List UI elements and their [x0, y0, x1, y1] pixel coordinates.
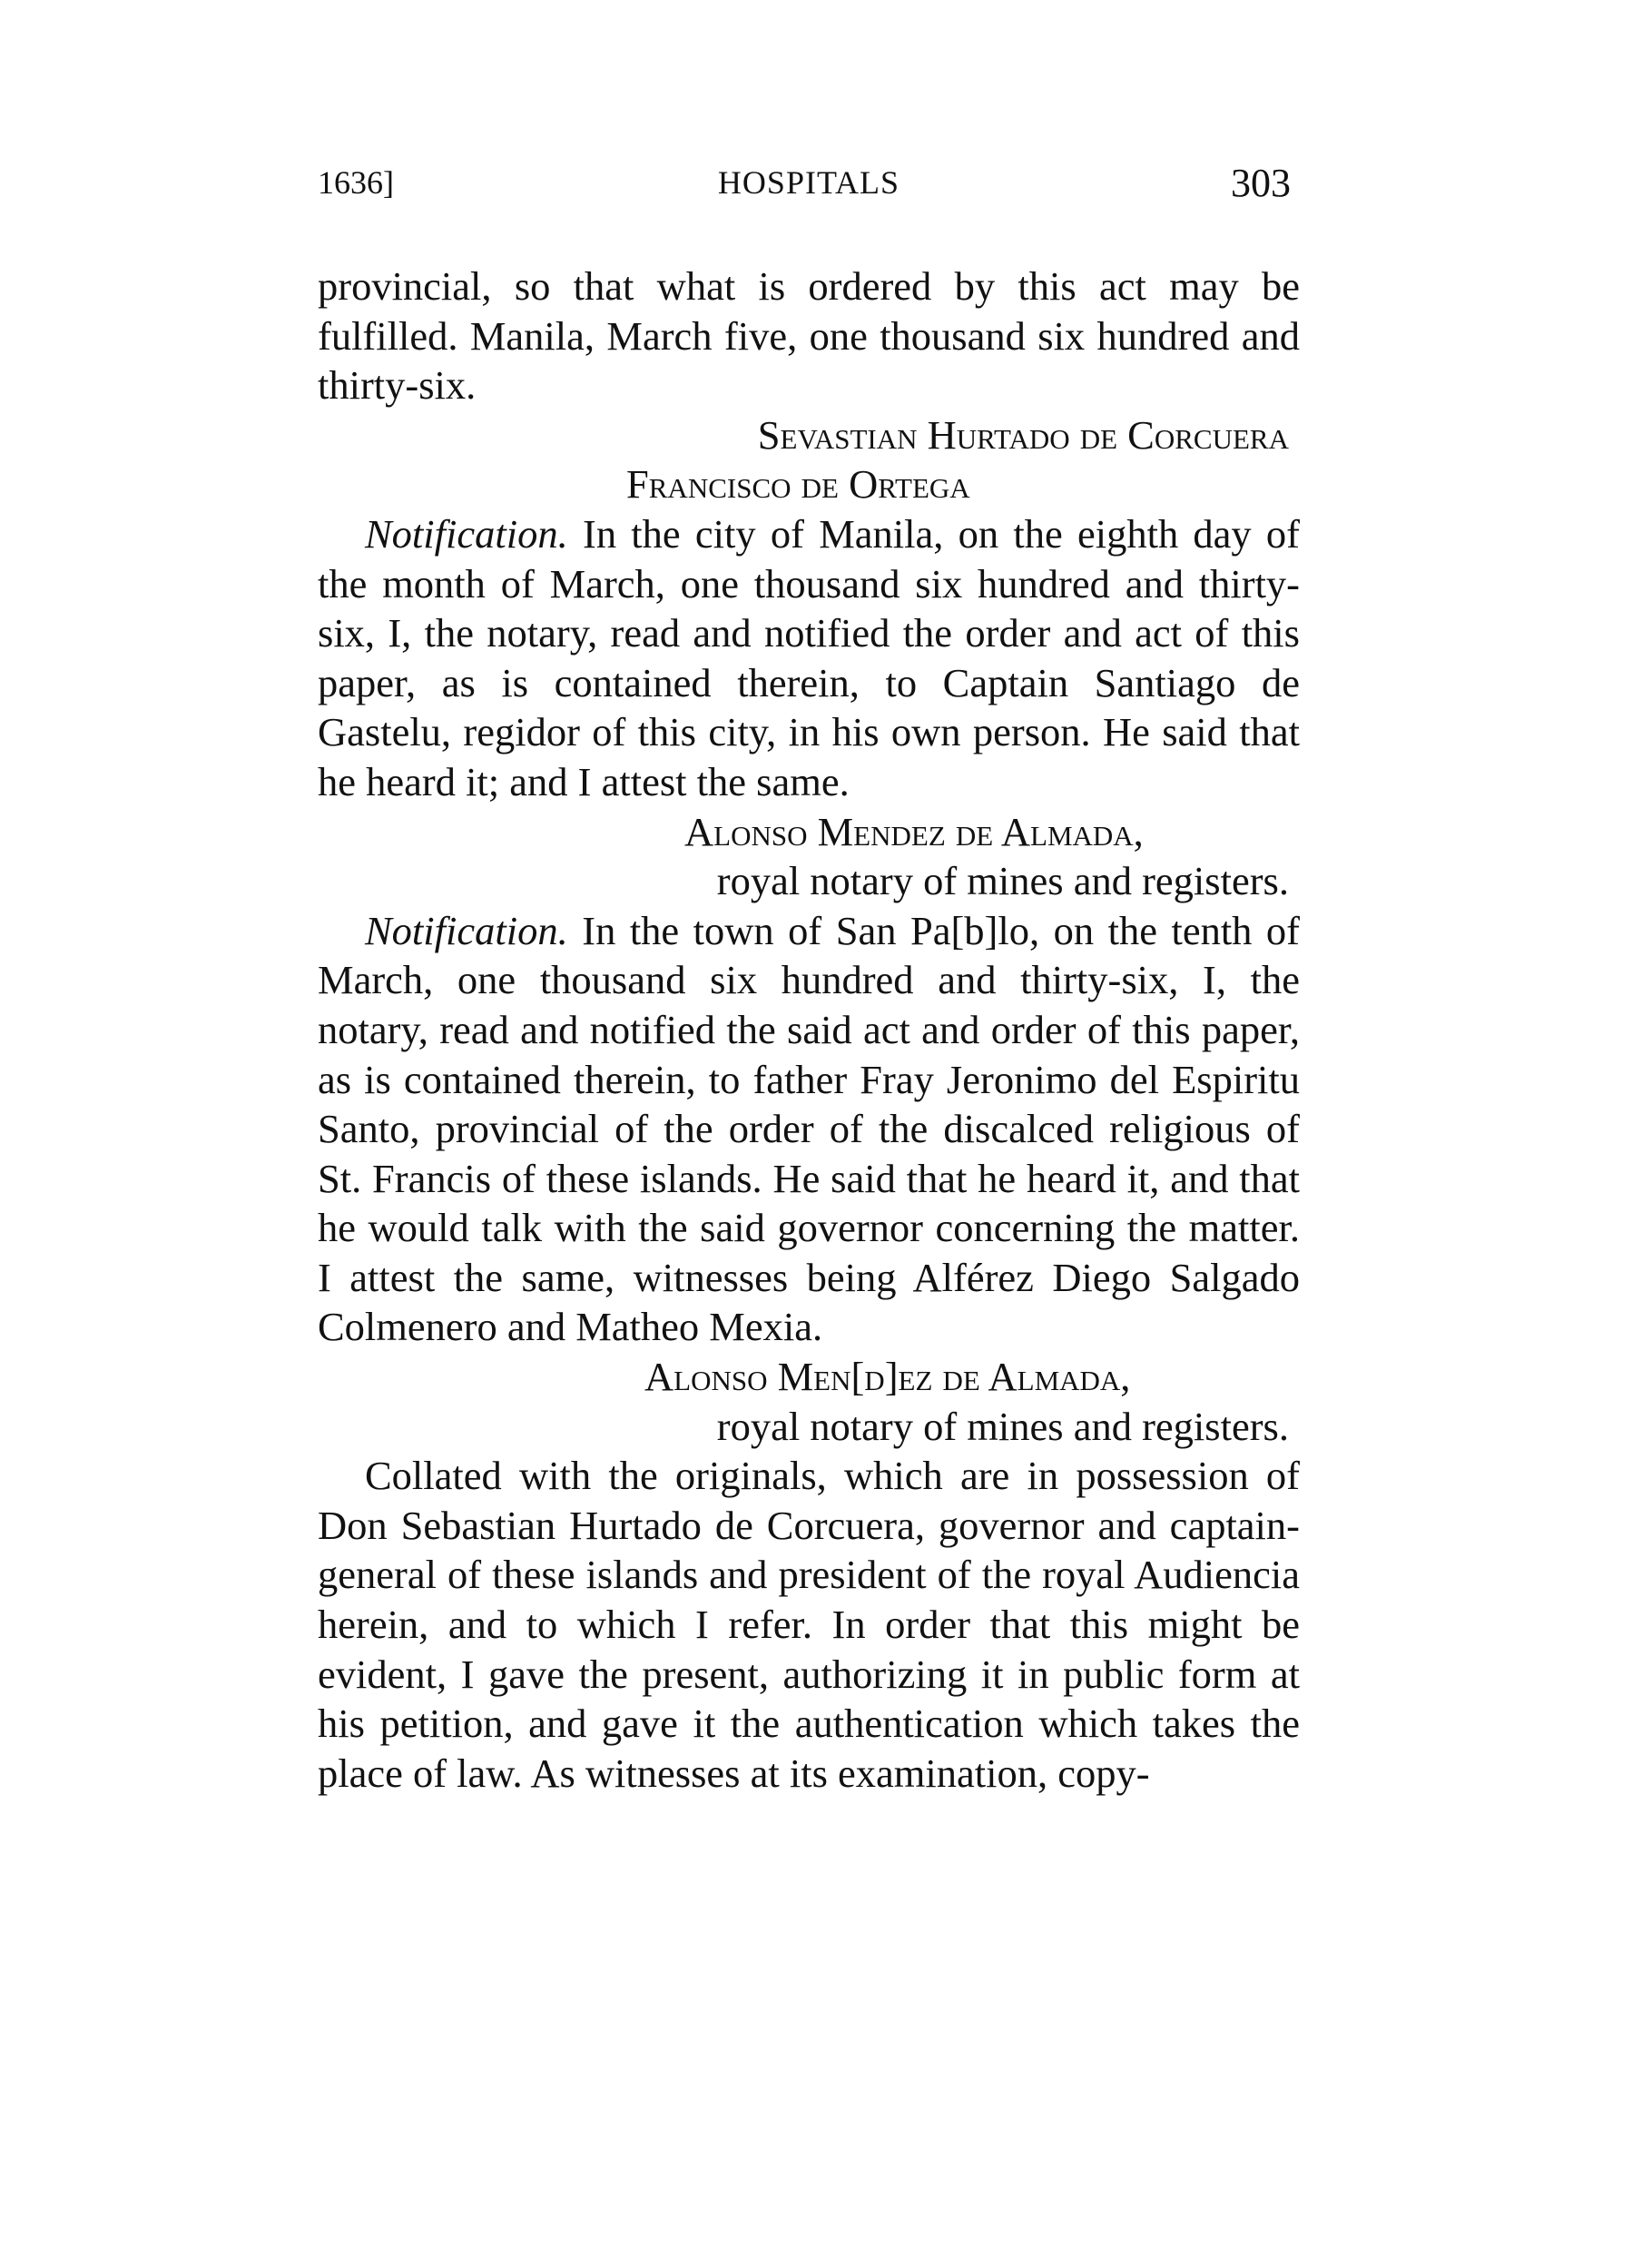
- opening-paragraph: provincial, so that what is ordered by this act may be fulfilled. Manila, March five, one thousand six hundred and thirty-six.: [318, 263, 1300, 409]
- running-head: [318, 163, 1300, 218]
- book-page: [318, 163, 1300, 1798]
- notification-paragraph-1: [318, 509, 1300, 807]
- body-text: [318, 261, 1300, 1798]
- signature-almada-name: Alonso Mendez de Almada,: [684, 808, 1144, 854]
- signature-almada-title: royal notary of mines and registers.: [716, 858, 1289, 904]
- notification-lead: Notification.: [365, 510, 568, 557]
- header-title: HOSPITALS: [717, 164, 900, 201]
- signature-almada-title: royal notary of mines and registers.: [716, 1403, 1289, 1449]
- signature-almada-name: Alonso Men[d]ez de Almada,: [644, 1354, 1131, 1400]
- closing-paragraph: Collated with the originals, which are in possession of Don Sebastian Hurtado de Corcuera, governor and captain-general of these islands and president of the royal Audiencia herein, and to which I refer. In order that this might be evident, I gave the present, authorizing it in public form at his petition, and gave it the authentication which takes the place of law. As witnesses at its examination, copy-: [318, 1453, 1300, 1796]
- notification-paragraph-2: [318, 906, 1300, 1352]
- notification-text: In the town of San Pa[b]lo, on the tenth of March, one thousand six hundred and thirty-six, I, the notary, read and notified the said act and order of this paper, as is contained therein, to father Fray Jeronimo del Espiritu Santo, provincial of the order of the discalced religious of St. Francis of these islands. He said that he heard it, and that he would talk with the said governor concerning the matter. I attest the same, witnesses being Alférez Diego Salgado Colmenero and Matheo Mexia.: [318, 907, 1300, 1350]
- signature-ortega: Francisco de Ortega: [626, 461, 970, 508]
- header-year: 1636]: [318, 164, 394, 201]
- signature-corcuera: Sevastian Hurtado de Corcuera: [757, 411, 1289, 458]
- notification-lead: Notification.: [365, 907, 568, 953]
- notification-text: In the city of Manila, on the eighth day of the month of March, one thousand six hundred and thirty-six, I, the notary, read and notified the order and act of this paper, as is contained therein, to Captain Santiago de Gastelu, regidor of this city, in his own person. He said that he heard it; and I attest the same.: [318, 510, 1300, 804]
- page-number: 303: [1231, 161, 1291, 205]
